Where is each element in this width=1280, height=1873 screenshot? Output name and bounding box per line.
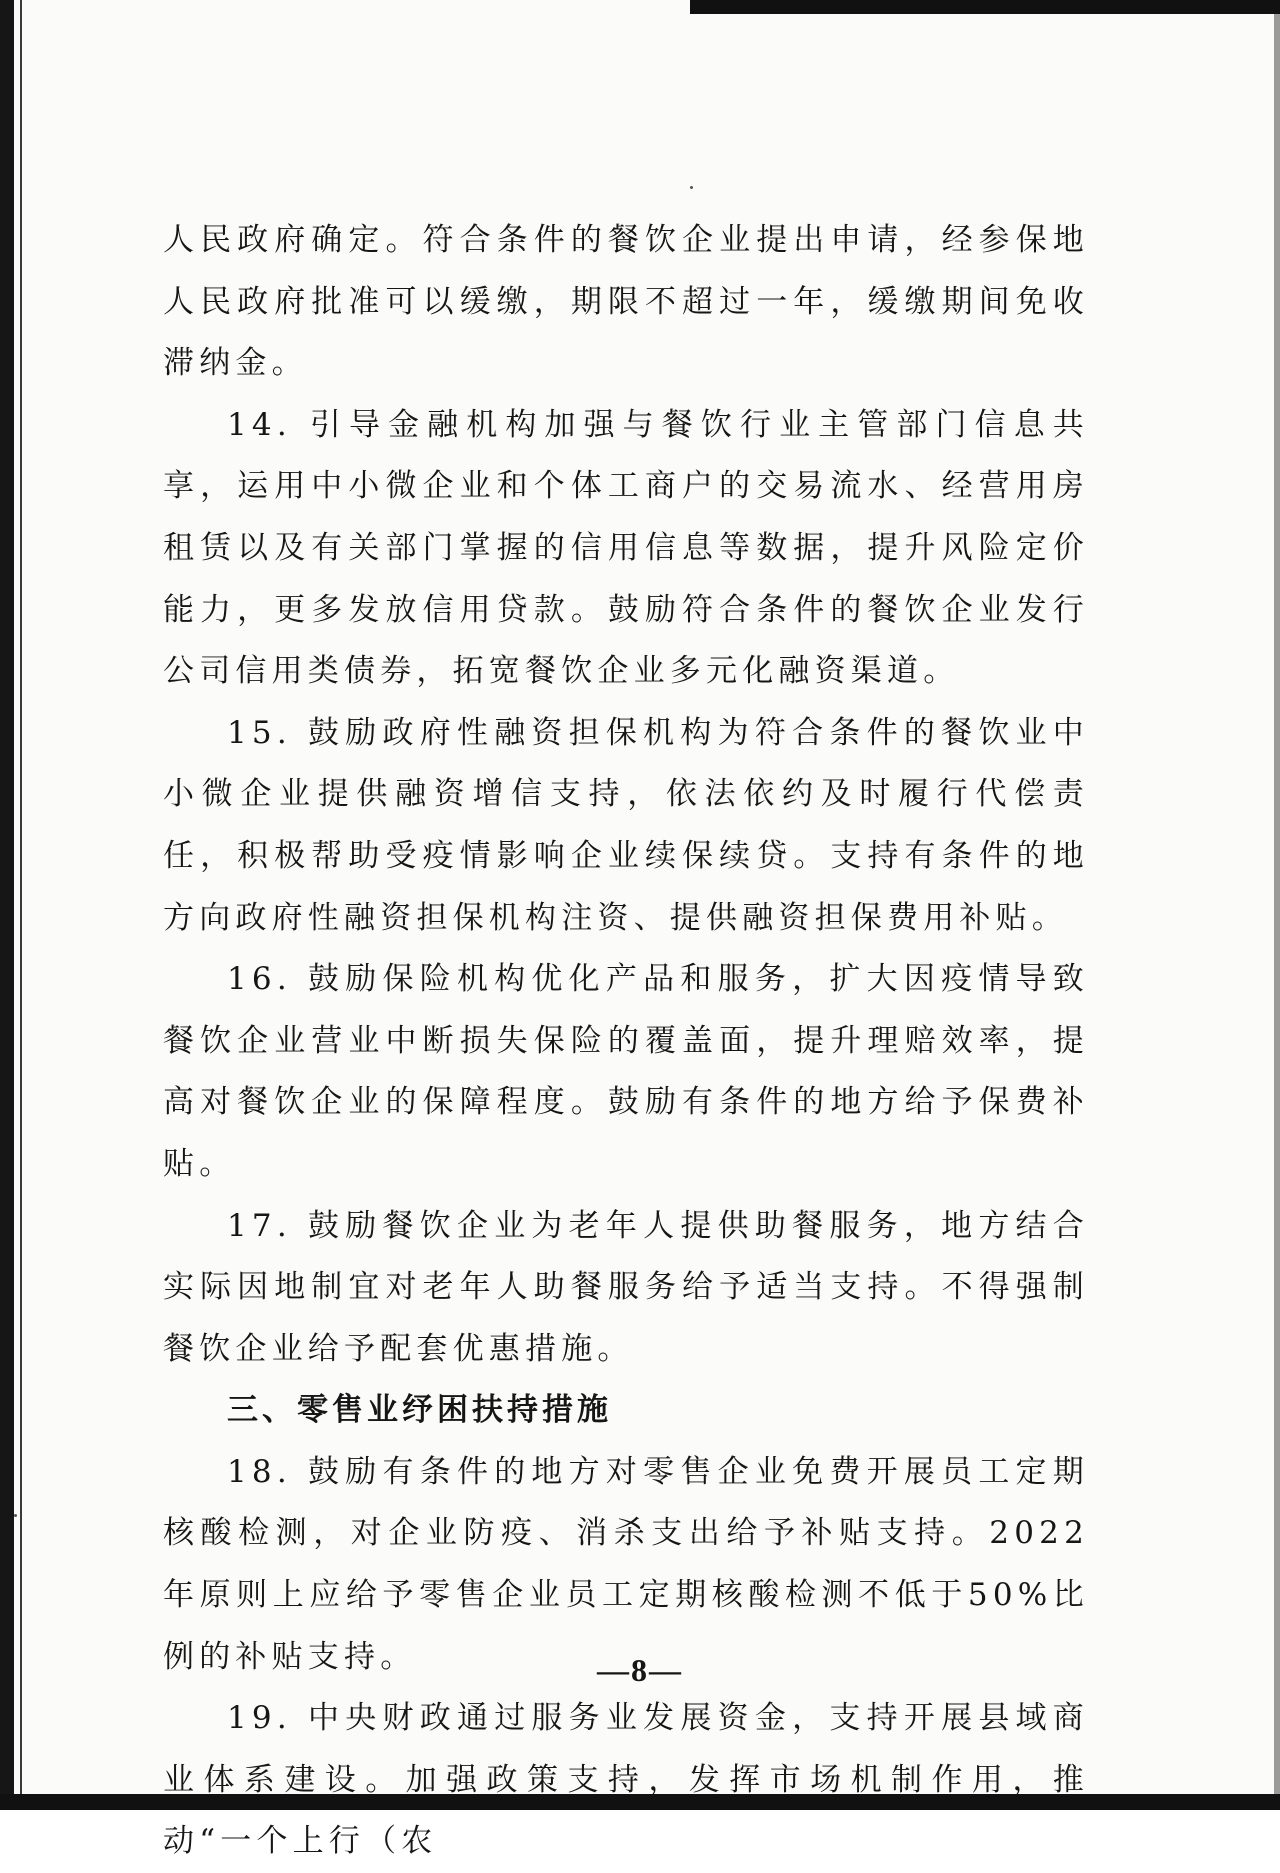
scan-edge-top — [690, 0, 1280, 14]
scan-speck — [14, 1514, 17, 1517]
scan-edge-line — [20, 0, 22, 1810]
paragraph-15: 15. 鼓励政府性融资担保机构为符合条件的餐饮业中小微企业提供融资增信支持，依法依约及时履行代偿责任，积极帮助受疫情影响企业续保续贷。支持有条件的地方向政府性融资担保机构注资、提供融资担保费用补贴。 — [163, 714, 1089, 936]
document-body — [163, 210, 1089, 1873]
scan-edge-left — [0, 0, 14, 1810]
paragraph-14: 14. 引导金融机构加强与餐饮行业主管部门信息共享，运用中小微企业和个体工商户的交易流水、经营用房租赁以及有关部门掌握的信用信息等数据，提升风险定价能力，更多发放信用贷款。鼓励符合条件的餐饮企业发行公司信用类债券，拓宽餐饮企业多元化融资渠道。 — [163, 406, 1089, 690]
scan-speck — [690, 186, 693, 189]
paragraph-17: 17. 鼓励餐饮企业为老年人提供助餐服务，地方结合实际因地制宜对老年人助餐服务给予适当支持。不得强制餐饮企业给予配套优惠措施。 — [163, 1207, 1089, 1367]
paragraph-19: 19. 中央财政通过服务业发展资金，支持开展县域商业体系建设。加强政策支持，发挥市场机制作用，推动“一个上行（农 — [163, 1700, 1089, 1860]
paragraph-16: 16. 鼓励保险机构优化产品和服务，扩大因疫情导致餐饮企业营业中断损失保险的覆盖面，提升理赔效率，提高对餐饮企业的保障程度。鼓励有条件的地方给予保费补贴。 — [163, 961, 1089, 1182]
section-heading-retail: 三、零售业纾困扶持措施 — [227, 1392, 612, 1429]
paragraph-continued: 人民政府确定。符合条件的餐饮企业提出申请，经参保地人民政府批准可以缓缴，期限不超过一年，缓缴期间免收滞纳金。 — [163, 222, 1089, 382]
paragraph-18: 18. 鼓励有条件的地方对零售企业免费开展员工定期核酸检测，对企业防疫、消杀支出给予补贴支持。2022年原则上应给予零售企业员工定期核酸检测不低于50%比例的补贴支持。 — [163, 1453, 1089, 1675]
scan-edge-right — [1274, 0, 1280, 1810]
page-number: —8— — [597, 1652, 683, 1688]
